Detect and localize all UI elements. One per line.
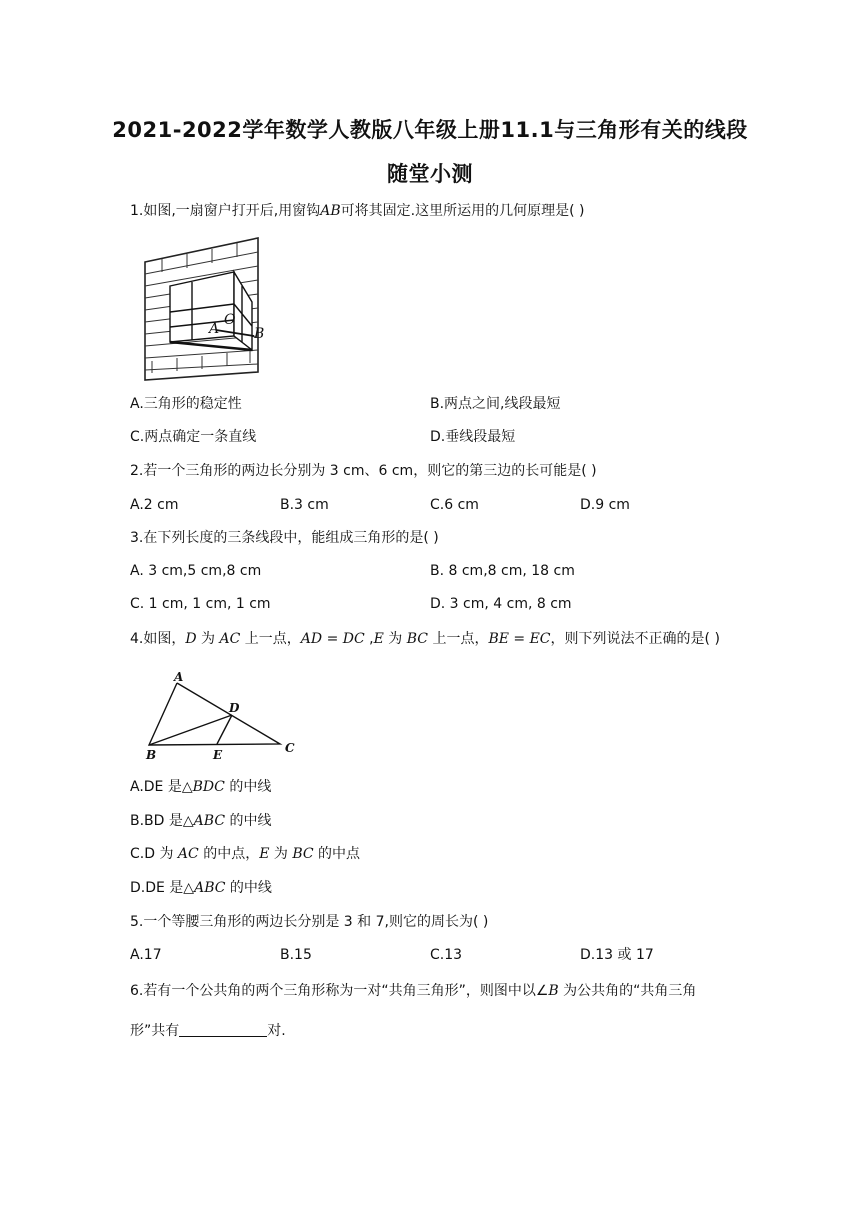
q2-option-c: C.6 cm [430,497,479,513]
point-a-label: A [174,670,184,684]
label-b: B [254,326,265,342]
point-b-label: B [146,748,157,762]
q2-option-d: D.9 cm [580,497,630,513]
point-e-label: E [213,748,223,762]
q3-option-a: A. 3 cm,5 cm,8 cm [130,563,262,579]
q5-option-d: D.13 或 17 [580,947,654,963]
question-6-line-1: 6.若有一个公共角的两个三角形称为一对“共角三角形”，则图中以∠B 为公共角的“共角三角 [130,983,697,999]
q4-option-b: B.BD 是△ABC 的中线 [130,813,272,829]
q5-option-b: B.15 [280,947,312,963]
q4-option-a: A.DE 是△BDC 的中线 [130,779,272,795]
question-4-stem: 4.如图，D 为 AC 上一点，AD = DC ,E 为 BC 上一点，BE = EC，则下列说法不正确的是( ) [130,631,720,647]
point-d-label: D [229,701,240,715]
q1-option-a: A.三角形的稳定性 [130,396,242,412]
q4-option-c: C.D 为 AC 的中点，E 为 BC 的中点 [130,846,361,862]
question-5-stem: 5.一个等腰三角形的两边长分别是 3 和 7,则它的周长为( ) [130,914,489,930]
title-line-1: 2021-2022学年数学人教版八年级上册11.1与三角形有关的线段 [112,118,748,142]
q1-option-c: C.两点确定一条直线 [130,429,257,445]
window-frame [170,272,254,350]
q1-option-d: D.垂线段最短 [430,429,516,445]
answer-blank[interactable] [179,1022,267,1037]
label-o: O [224,312,236,328]
question-2-stem: 2.若一个三角形的两边长分别为 3 cm、6 cm，则它的第三边的长可能是( ) [130,463,597,479]
window-figure [142,232,272,382]
question-6-line-2: 形”共有 对. [130,1023,286,1039]
q3-option-b: B. 8 cm,8 cm, 18 cm [430,563,575,579]
q3-option-d: D. 3 cm, 4 cm, 8 cm [430,596,572,612]
q2-option-b: B.3 cm [280,497,329,513]
q5-option-c: C.13 [430,947,463,963]
triangle-abc [149,683,280,745]
q5-option-a: A.17 [130,947,162,963]
q3-option-c: C. 1 cm, 1 cm, 1 cm [130,596,271,612]
q2-option-a: A.2 cm [130,497,179,513]
triangle-figure [140,670,305,765]
question-3-stem: 3.在下列长度的三条线段中，能组成三角形的是( ) [130,530,439,546]
q4-option-d: D.DE 是△ABC 的中线 [130,880,272,896]
label-a: A [209,321,220,337]
title-line-2: 随堂小测 [387,162,473,186]
question-1-stem: 1.如图,一扇窗户打开后,用窗钩AB可将其固定.这里所运用的几何原理是( ) [130,203,585,219]
point-c-label: C [285,741,295,755]
q1-option-b: B.两点之间,线段最短 [430,396,561,412]
